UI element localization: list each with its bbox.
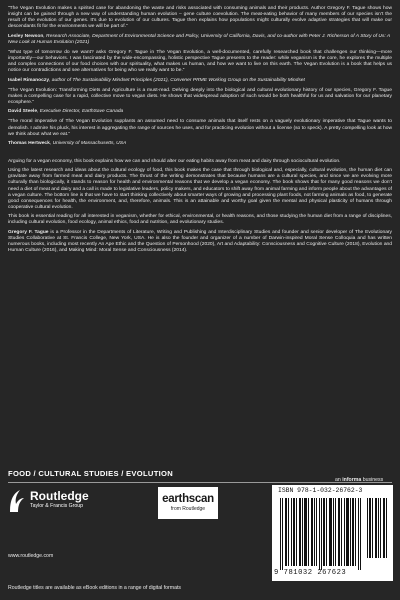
routledge-mark-icon — [8, 488, 26, 514]
endorsement-attribution — [8, 109, 392, 115]
isbn-text: ISBN 978-1-032-26762-3 — [278, 487, 363, 494]
back-cover-text — [8, 6, 392, 257]
ebook-note: Routledge titles are available as eBook editions in a range of digital formats — [8, 585, 182, 591]
endorser-name: Lesley Newson — [8, 33, 44, 39]
section-gap — [8, 151, 392, 159]
subject-category: FOOD / CULTURAL STUDIES / EVOLUTION — [8, 469, 174, 478]
endorsement-attribution — [8, 141, 392, 147]
endorser-affiliation: , Research Associate, Department of Environmental Science and Policy, University of California, Davis, and co-author with Peter J. Richerson of A Story of Us: A New Look at Human Evolution (2021) — [8, 33, 391, 45]
barcode-panel — [272, 485, 393, 581]
endorser-name: Thomas Hertweck — [8, 140, 50, 146]
description-paragraph: Using the latest research and ideas about the cultural ecology of food, this book makes the case that through biological and, especially, cultural evolution, the human diet can gravitate away from farmed meat and dairy products. The thrust of the writing demonstrates that because humans are a cultural species, and since we are evolving more culturally than biologically, it stands to reason for health and environmental reasons that we develop a vegan economy. The book shows that for many good reasons we don’t need a diet of meat and dairy and a call is made to legislative leaders, policy makers, and educators to shift away from animal farming and inform people about the advantages of a vegan culture. The bottom line is that we have to start thinking collectively about smarter ways of growing and processing plant foods, not farming animals as food, to generate good consequences for health, the environment, and, therefore, animals. This is an attainable and worthy goal given the mental and physical plasticity of humans through cooperative cultural evolution. — [8, 168, 392, 211]
endorser-affiliation: , author of The Sustainability Mindset Principles (2021), Convener PRME Working Group on the Sustainability Mindset — [49, 77, 305, 83]
endorsement-attribution — [8, 78, 392, 84]
barcode-number: 9 781032 267623 — [274, 569, 347, 577]
barcode-icon — [280, 498, 362, 570]
informa-business-label — [335, 477, 383, 483]
endorsement-quote: “The Vegan Evolution: Transforming Diets and Agriculture is a must-read. Delving deeply into the biological and cultural evolutionary history of our species, Gregory F. Tague makes a compelling case for a rapid, collective move to vegan diets. He shows that widespread adoption of such would be both healthful for us and salvation for our planetary ecosphere.” — [8, 87, 392, 106]
publisher-name: Routledge — [30, 489, 89, 503]
informa-brand: informa — [342, 477, 362, 483]
author-bio — [8, 230, 392, 255]
endorsement-attribution — [8, 34, 392, 46]
publisher-group: Taylor & Francis Group — [30, 503, 84, 509]
endorser-affiliation: , University of Massachusetts, USA — [49, 140, 127, 146]
informa-prefix: an — [335, 477, 343, 483]
earthscan-subline: from Routledge — [170, 506, 206, 512]
endorser-affiliation: , Executive Director, EarthSave Canada — [37, 109, 124, 115]
endorser-name: Isabel Rimanoczy — [8, 77, 50, 83]
endorser-name: David Steele — [8, 109, 38, 115]
author-bio-text: is a Professor in the Departments of Literature, Writing and Publishing and Interdisciplinary Studies and founder and senior developer of The Evolutionary Studies Collaborative at St. Francis College, New York, USA. He is also the founder and organizer of a number of Darwin-inspired Moral Sense Colloquia and has written numerous books, including most recently An Ape Ethic and the Question of Personhood (2020), Art and Adaptability: Consciousness and Cognitive Culture (2018), Evolution and Human Culture (2016), and Making Mind: Moral Sense and Consciousness (2014). — [8, 229, 392, 253]
author-name: Gregory F. Tague — [8, 229, 49, 235]
endorsement-quote: “What type of tomorrow do we want? asks Gregory F. Tague in The Vegan Evolution, a well-documented, carefully researched book that challenges our thinking—more importantly—our behaviors. I was fascinated by the wide-encompassing, holistic perspective Tague presents to the reader: while veganism is the core, he explores the multiple and complex connections of our food choices with our spirituality, what makes us human, and how we want to live on this earth. The Vegan Evolution is a book that helps us notice our contradictions and see alternatives for being who we really want to be.” — [8, 49, 392, 74]
price-barcode-icon — [367, 498, 389, 558]
description-paragraph: This book is essential reading for all interested in veganism, whether for ethical, environmental, or health reasons, and those studying the human diet from a range of disciplines, including cultural evolution, food ecology, animal ethics, food and nutrition, and evolutionary studies. — [8, 214, 392, 226]
earthscan-logo — [158, 487, 218, 519]
routledge-logo — [8, 488, 118, 522]
endorsement-quote: “The moral imperative of The Vegan Evolution supplants an assumed need to consume animals that itself rests on a vaguely evolutionary imperative that Tague wants to demolish. I admire his pluck, his interest in aggregating the range of sources he uses, and for practicing evolution without a license (so to speck). A pretty compelling look at how we think about what we eat.” — [8, 119, 392, 137]
earthscan-wordmark: earthscan — [162, 493, 214, 505]
informa-suffix: business — [361, 477, 384, 483]
description-paragraph: Arguing for a vegan economy, this book explains how we can and should alter our eating habits away from meat and dairy through sociocultural evolution. — [8, 158, 341, 164]
endorsement-quote: “The Vegan Evolution makes a spirited case for abandoning the waste and risks associated with consuming animals and their products. Author Gregory F. Tague shows how insight can be gained through a new way of understanding human evolution – gene culture coevolution. The meat-eating behavior of many members of our species isn’t the result of the evolution of our genes. It’s due to evolution of our cultures. Tague then explains how populations might culturally evolve adaptive strategies that will make our descendants fit for the environments we will be part of.” — [8, 6, 392, 30]
publisher-url[interactable]: www.routledge.com — [8, 553, 54, 559]
